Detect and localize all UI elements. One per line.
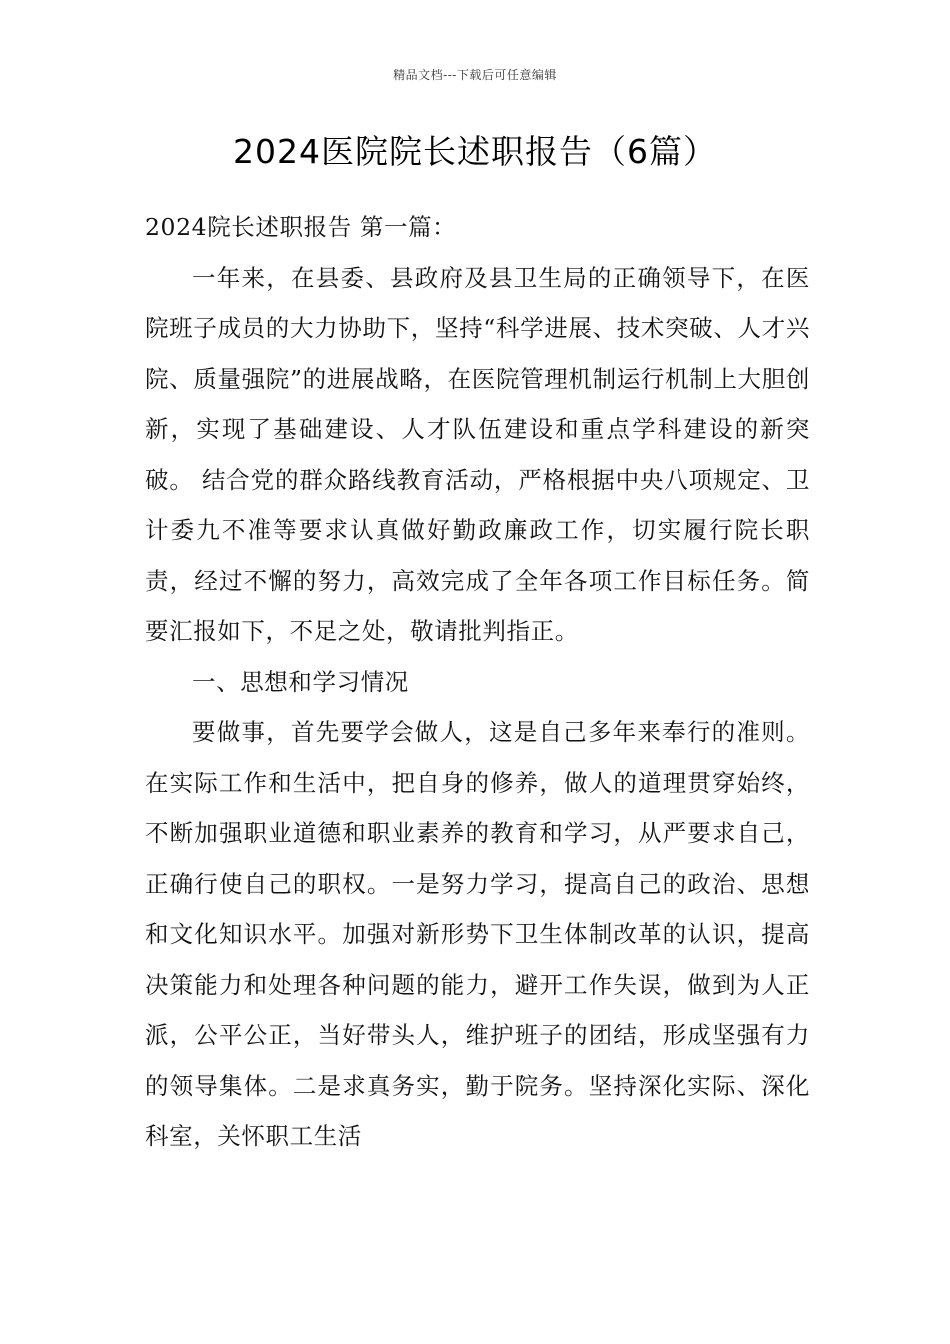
- paragraph: 一年来，在县委、县政府及县卫生局的正确领导下，在医院班子成员的大力协助下，坚持“科学进展、技术突破、人才兴院、质量强院”的进展战略，在医院管理机制运行机制上大胆创新，实现了基础建设、人才队伍建设和重点学科建设的新突破。 结合党的群众路线教育活动，严格根据中央八项规定、卫计委九不准等要求认真做好勤政廉政工作，切实履行院长职责，经过不懈的努力，高效完成了全年各项工作目标任务。简要汇报如下，不足之处，敬请批判指正。: [145, 263, 810, 645]
- paragraph: 要做事，首先要学会做人，这是自己多年来奉行的准则。在实际工作和生活中，把自身的修养，做人的道理贯穿始终，不断加强职业道德和职业素养的教育和学习，从严要求自己，正确行使自己的职权。一是努力学习，提高自己的政治、思想和文化知识水平。加强对新形势下卫生体制改革的认识，提高决策能力和处理各种问题的能力，避开工作失误，做到为人正派，公平公正，当好带头人，维护班子的团结，形成坚强有力的领导集体。二是求真务实，勤于院务。坚持深化实际、深化科室，关怀职工生活: [145, 718, 810, 1150]
- section-heading: 一、思想和学习情况: [192, 667, 409, 696]
- section-intro: 2024院长述职报告 第一篇：: [145, 213, 457, 241]
- document-body: [145, 202, 810, 1162]
- document-title: 2024医院院长述职报告（6篇）: [233, 132, 717, 171]
- header-note: 精品文档---下载后可任意编辑: [393, 68, 557, 82]
